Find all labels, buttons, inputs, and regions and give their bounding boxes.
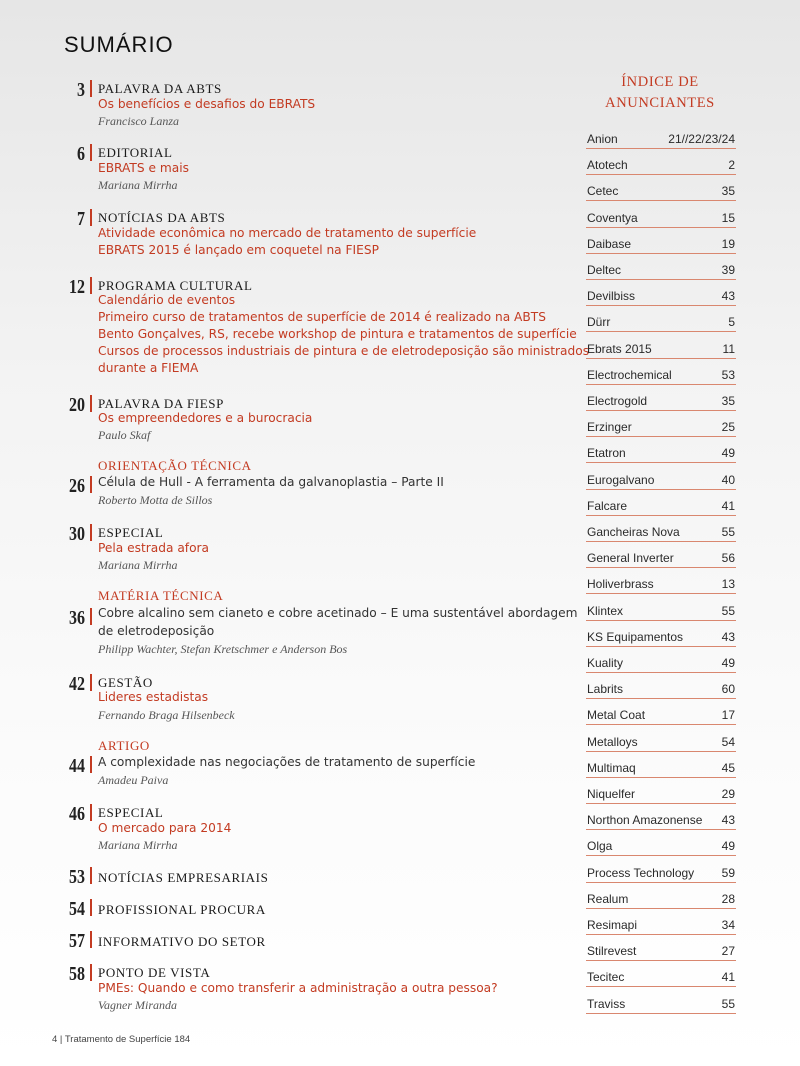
toc-section-title: ESPECIAL	[98, 805, 164, 820]
advertiser-name: Dürr	[587, 315, 611, 330]
advertiser-name: Metal Coat	[587, 708, 646, 723]
toc-section-title: INFORMATIVO DO SETOR	[98, 934, 266, 949]
advertiser-rule	[586, 148, 736, 149]
advertiser-row[interactable]	[586, 600, 736, 626]
advertiser-row[interactable]	[586, 914, 736, 940]
toc-author: Amadeu Paiva	[98, 773, 169, 787]
toc-author: Mariana Mirrha	[98, 838, 178, 852]
advertiser-row[interactable]	[586, 678, 736, 704]
divider-bar	[90, 931, 92, 948]
advertiser-rule	[586, 960, 736, 961]
toc-page-number: 12	[69, 276, 85, 298]
advertiser-row[interactable]	[586, 862, 736, 888]
advertiser-row[interactable]	[586, 835, 736, 861]
divider-bar	[90, 144, 92, 161]
toc-section-title: PROFISSIONAL PROCURA	[98, 902, 266, 917]
toc-section-title: PONTO DE VISTA	[98, 965, 211, 980]
toc-page-number: 26	[69, 475, 85, 497]
toc-article-title[interactable]: EBRATS 2015 é lançado em coquetel na FIESP	[98, 243, 379, 257]
advertiser-page: 2	[728, 158, 735, 173]
advertiser-rule	[586, 986, 736, 987]
advertiser-name: Deltec	[587, 263, 622, 277]
advertiser-row[interactable]	[586, 207, 736, 233]
toc-author: Roberto Motta de Sillos	[98, 493, 213, 507]
advertiser-name: Kuality	[587, 656, 624, 670]
advertiser-name: Erzinger	[587, 420, 632, 435]
divider-bar	[90, 867, 92, 884]
toc-article-title[interactable]: Os empreendedores e a burocracia	[98, 411, 313, 425]
toc-page-number: 3	[77, 79, 85, 101]
toc-article-title[interactable]: Lideres estadistas	[98, 690, 209, 704]
advertiser-row[interactable]	[586, 809, 736, 835]
divider-bar	[90, 476, 92, 493]
toc-article-title[interactable]: Pela estrada afora	[98, 541, 210, 555]
advertiser-name: Niquelfer	[587, 787, 636, 801]
advertiser-row[interactable]	[586, 783, 736, 809]
advertiser-page: 17	[721, 708, 735, 723]
toc-page-number: 44	[69, 755, 85, 777]
divider-bar	[90, 277, 92, 294]
toc-section-title: NOTÍCIAS EMPRESARIAIS	[98, 870, 269, 885]
toc-article-title[interactable]: Cursos de processos industriais de pintura e de eletrodeposição são ministrados	[98, 344, 590, 358]
advertiser-name: Daibase	[587, 236, 632, 251]
divider-bar	[90, 524, 92, 541]
advertiser-rule	[586, 1013, 736, 1014]
toc-article-title[interactable]: Bento Gonçalves, RS, recebe workshop de pintura e tratamentos de superfície	[98, 327, 577, 341]
advertiser-row[interactable]	[586, 521, 736, 547]
advertiser-page: 49	[721, 839, 735, 854]
advertiser-row[interactable]	[586, 626, 736, 652]
advertiser-rule	[586, 698, 736, 699]
advertiser-name: Gancheiras Nova	[587, 525, 680, 539]
advertiser-page: 49	[721, 446, 735, 461]
toc-article-title[interactable]: Atividade econômica no mercado de tratamento de superfície	[98, 226, 477, 240]
advertiser-row[interactable]	[586, 704, 736, 730]
advertiser-row[interactable]	[586, 442, 736, 468]
toc-article-title[interactable]: O mercado para 2014	[98, 821, 232, 835]
advertiser-page: 56	[721, 551, 735, 566]
advertiser-name: Electrochemical	[587, 367, 672, 382]
advertiser-page: 5	[728, 315, 735, 330]
toc-section-title: PALAVRA DA FIESP	[98, 396, 224, 411]
divider-bar	[90, 80, 92, 97]
advertiser-rule	[586, 620, 736, 621]
advertiser-page: 43	[721, 629, 735, 644]
advertiser-name: General Inverter	[587, 551, 674, 566]
toc-author: Philipp Wachter, Stefan Kretschmer e Anderson Bos	[98, 642, 348, 656]
advertiser-row[interactable]	[586, 259, 736, 285]
advertiser-rule	[586, 515, 736, 516]
advertiser-name: Klintex	[587, 603, 624, 618]
advertiser-name: Ebrats 2015	[587, 341, 652, 356]
advertiser-name: Cetec	[587, 184, 619, 199]
toc-article-title[interactable]: Primeiro curso de tratamentos de superfície de 2014 é realizado na ABTS	[98, 310, 546, 324]
advertiser-row[interactable]	[586, 390, 736, 416]
advertiser-name: Stilrevest	[587, 944, 637, 959]
page-title: SUMÁRIO	[64, 32, 174, 57]
advertiser-rule	[586, 253, 736, 254]
toc-author: Paulo Skaf	[98, 428, 151, 442]
advertiser-page: 55	[721, 996, 735, 1011]
divider-bar	[90, 804, 92, 821]
toc-page-number: 54	[69, 898, 85, 920]
toc-article-title[interactable]: PMEs: Quando e como transferir a administração a outra pessoa?	[98, 981, 498, 995]
advertiser-page: 41	[721, 970, 735, 985]
advertiser-row[interactable]	[586, 652, 736, 678]
advertiser-rule	[586, 724, 736, 725]
advertiser-row[interactable]	[586, 547, 736, 573]
toc-page-number: 6	[77, 143, 85, 165]
advertiser-name: Devilbiss	[587, 289, 636, 304]
advertiser-name: Realum	[587, 891, 629, 906]
toc-article-title[interactable]: Célula de Hull - A ferramenta da galvanoplastia – Parte II	[98, 475, 444, 489]
advertiser-row[interactable]	[586, 154, 736, 180]
advertiser-row[interactable]	[586, 285, 736, 311]
advertiser-row[interactable]	[586, 757, 736, 783]
divider-bar	[90, 964, 92, 981]
advertiser-row[interactable]	[586, 338, 736, 364]
advertiser-name: Etatron	[587, 446, 626, 461]
toc-author: Fernando Braga Hilsenbeck	[98, 708, 235, 722]
advertiser-row[interactable]	[586, 888, 736, 914]
advertiser-rule	[586, 672, 736, 673]
advertiser-page: 27	[721, 944, 735, 959]
divider-bar	[90, 899, 92, 916]
advertiser-rule	[586, 855, 736, 856]
toc-author: Mariana Mirrha	[98, 178, 178, 192]
toc-page-number: 46	[69, 803, 85, 825]
advertiser-name: Eurogalvano	[587, 472, 655, 487]
advertiser-name: Traviss	[587, 996, 626, 1011]
toc-page-number: 30	[69, 523, 85, 545]
advertiser-page: 39	[721, 263, 735, 277]
toc-article-title[interactable]: A complexidade nas negociações de tratamento de superfície	[98, 755, 476, 769]
advertiser-page: 29	[721, 787, 735, 801]
advertiser-index-title-line2: ANUNCIANTES	[605, 95, 715, 111]
advertiser-page: 13	[721, 577, 735, 592]
advertiser-rule	[586, 384, 736, 385]
toc-page-number: 42	[69, 673, 85, 695]
advertiser-page: 55	[721, 603, 735, 618]
advertiser-name: Electrogold	[587, 394, 648, 408]
advertiser-row[interactable]	[586, 416, 736, 442]
advertiser-rule	[586, 489, 736, 490]
divider-bar	[90, 395, 92, 412]
toc-section-title: GESTÃO	[98, 675, 153, 690]
advertiser-rule	[586, 908, 736, 909]
advertiser-page: 11	[722, 341, 735, 356]
advertiser-rule	[586, 829, 736, 830]
toc-article-title[interactable]: de eletrodeposição	[98, 624, 215, 638]
advertiser-name: Northon Amazonense	[587, 813, 703, 828]
advertiser-page: 21//22/23/24	[668, 132, 735, 146]
advertiser-row[interactable]	[586, 731, 736, 757]
toc-page-number: 36	[69, 607, 85, 629]
toc-article-title[interactable]: durante a FIEMA	[98, 361, 199, 375]
advertiser-page: 41	[721, 498, 735, 513]
toc-author: Mariana Mirrha	[98, 558, 178, 572]
advertiser-rule	[586, 331, 736, 332]
divider-bar	[90, 209, 92, 226]
advertiser-page: 35	[721, 184, 735, 199]
toc-section-title: MATÉRIA TÉCNICA	[98, 588, 224, 603]
toc-page-number: 58	[69, 963, 85, 985]
advertiser-name: Atotech	[587, 158, 628, 173]
advertiser-page: 59	[721, 865, 735, 880]
advertiser-name: Resimapi	[587, 918, 638, 932]
advertiser-rule	[586, 646, 736, 647]
advertiser-row[interactable]	[586, 469, 736, 495]
advertiser-page: 45	[721, 760, 735, 775]
advertiser-rule	[586, 934, 736, 935]
toc-section-title: PROGRAMA CULTURAL	[98, 278, 253, 293]
advertiser-page: 53	[721, 367, 735, 382]
advertiser-rule	[586, 462, 736, 463]
advertiser-name: Multimaq	[587, 760, 636, 775]
advertiser-page: 54	[721, 734, 735, 749]
advertiser-rule	[586, 305, 736, 306]
toc-article-title[interactable]: Os benefícios e desafios do EBRATS	[98, 97, 316, 111]
toc-section-title: NOTÍCIAS DA ABTS	[98, 210, 226, 225]
toc-author: Vagner Miranda	[98, 998, 177, 1012]
toc-page-number: 57	[69, 930, 85, 952]
toc-section-title: EDITORIAL	[98, 145, 173, 160]
advertiser-rule	[586, 279, 736, 280]
toc-section-title: ARTIGO	[98, 738, 150, 753]
advertiser-page: 28	[721, 891, 735, 906]
toc-section-title: ESPECIAL	[98, 525, 164, 540]
advertiser-name: Anion	[587, 132, 618, 146]
advertiser-rule	[586, 567, 736, 568]
toc-page-number: 20	[69, 394, 85, 416]
advertiser-name: Process Technology	[587, 865, 695, 880]
advertiser-rule	[586, 751, 736, 752]
advertiser-row[interactable]	[586, 311, 736, 337]
advertiser-name: Olga	[587, 839, 613, 854]
advertiser-rule	[586, 803, 736, 804]
toc-page-number: 7	[77, 208, 85, 230]
advertiser-page: 43	[721, 813, 735, 828]
advertiser-page: 43	[721, 289, 735, 304]
advertiser-page: 34	[721, 918, 735, 932]
advertiser-page: 40	[721, 472, 735, 487]
advertiser-row[interactable]	[586, 966, 736, 992]
toc-section-title: PALAVRA DA ABTS	[98, 81, 222, 96]
page-footer: 4 | Tratamento de Superfície 184	[52, 1034, 191, 1045]
divider-bar	[90, 608, 92, 625]
advertiser-rule	[586, 882, 736, 883]
advertiser-index-title-line1: ÍNDICE DE	[621, 74, 699, 90]
divider-bar	[90, 756, 92, 773]
toc-page-number: 53	[69, 866, 85, 888]
advertiser-page: 15	[721, 210, 735, 225]
toc-article-title[interactable]: Cobre alcalino sem cianeto e cobre acetinado – E uma sustentável abordagem	[98, 606, 578, 620]
advertiser-rule	[586, 410, 736, 411]
toc-section-title: ORIENTAÇÃO TÉCNICA	[98, 458, 252, 473]
advertiser-rule	[586, 174, 736, 175]
advertiser-row[interactable]	[586, 993, 736, 1019]
advertiser-page: 60	[721, 682, 735, 697]
advertiser-row[interactable]	[586, 495, 736, 521]
advertiser-name: KS Equipamentos	[587, 629, 684, 644]
advertiser-row[interactable]	[586, 233, 736, 259]
advertiser-name: Tecitec	[587, 970, 625, 985]
advertiser-rule	[586, 436, 736, 437]
advertiser-name: Coventya	[587, 210, 638, 225]
toc-article-title[interactable]: EBRATS e mais	[98, 161, 189, 175]
advertiser-page: 49	[721, 656, 735, 670]
advertiser-row[interactable]	[586, 573, 736, 599]
advertiser-rule	[586, 358, 736, 359]
advertiser-page: 19	[721, 236, 735, 251]
toc-article-title[interactable]: Calendário de eventos	[98, 293, 236, 307]
advertiser-row[interactable]	[586, 364, 736, 390]
advertiser-name: Metalloys	[587, 734, 638, 749]
advertiser-row[interactable]	[586, 940, 736, 966]
advertiser-name: Holiverbrass	[587, 577, 654, 592]
advertiser-row[interactable]	[586, 128, 736, 154]
divider-bar	[90, 674, 92, 691]
advertiser-rule	[586, 200, 736, 201]
advertiser-name: Labrits	[587, 682, 624, 697]
advertiser-index-title	[586, 72, 734, 114]
advertiser-rule	[586, 777, 736, 778]
advertiser-rule	[586, 593, 736, 594]
advertiser-rule	[586, 227, 736, 228]
advertiser-rule	[586, 541, 736, 542]
toc-author: Francisco Lanza	[98, 114, 179, 128]
advertiser-page: 55	[721, 525, 735, 539]
advertiser-row[interactable]	[586, 180, 736, 206]
advertiser-name: Falcare	[587, 498, 628, 513]
advertiser-page: 25	[721, 420, 735, 435]
advertiser-page: 35	[721, 394, 735, 408]
